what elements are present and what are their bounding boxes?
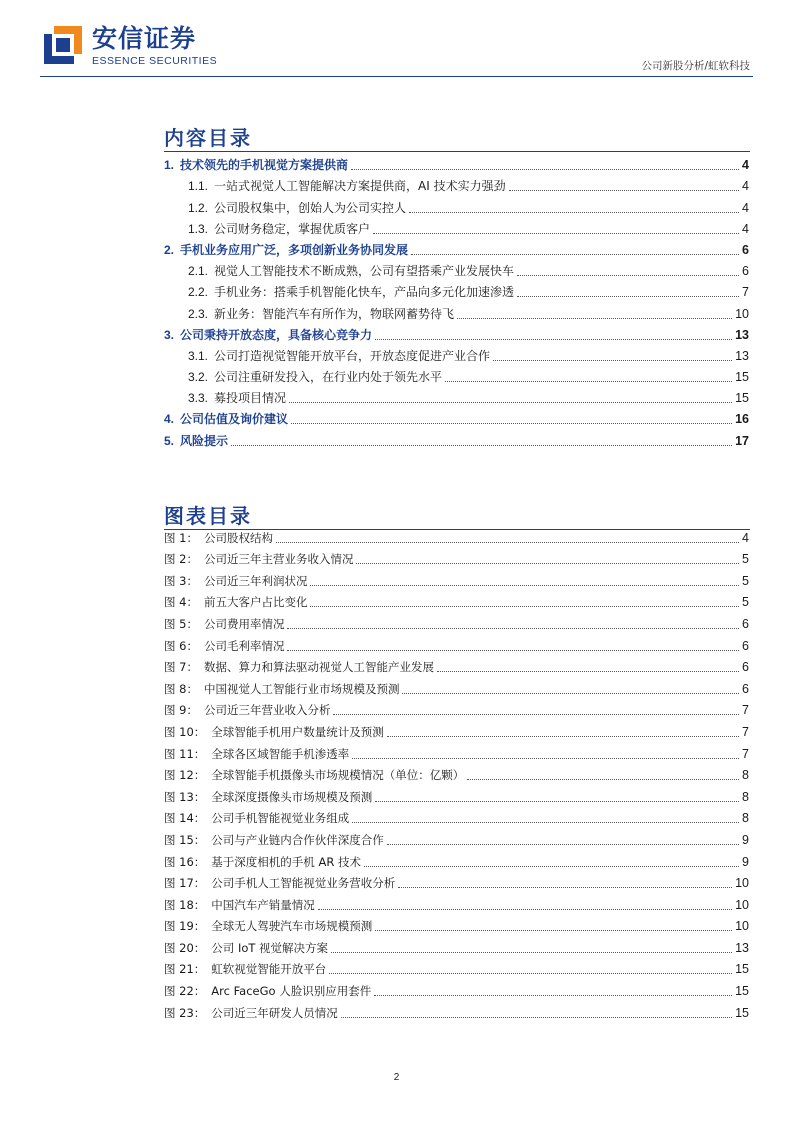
dot-leader (387, 844, 739, 845)
toc-entry-number: 3.2. (188, 370, 209, 385)
figure-entry[interactable] (164, 567, 749, 589)
figure-entry-number: 图 8： (164, 681, 198, 696)
figure-entry[interactable] (164, 891, 749, 913)
figure-entry-page: 7 (742, 746, 749, 761)
figures-title: 图表目录 (164, 504, 252, 528)
dot-leader (329, 973, 732, 974)
figure-entry-number: 图 1： (164, 530, 198, 545)
figure-entry-number: 图 11： (164, 746, 206, 761)
essence-securities-logo-icon (44, 26, 82, 64)
figure-entry-number: 图 13： (164, 789, 206, 804)
dot-leader (318, 909, 732, 910)
figure-entry-number: 图 7： (164, 660, 198, 675)
figure-entry-page: 6 (742, 681, 749, 696)
figure-entry-label: 中国汽车产销量情况 (211, 897, 315, 912)
toc-entry-page: 17 (735, 433, 749, 448)
toc-entry[interactable] (164, 427, 749, 448)
figure-entry[interactable] (164, 546, 749, 568)
dot-leader (289, 402, 732, 403)
figure-entry-label: 公司近三年研发人员情况 (211, 1005, 338, 1020)
dot-leader (457, 318, 732, 319)
figure-entry[interactable] (164, 956, 749, 978)
list-of-figures (164, 524, 749, 1021)
dot-leader (375, 801, 739, 802)
dot-leader (310, 606, 739, 607)
figure-entry-page: 7 (742, 703, 749, 718)
figure-entry-page: 7 (742, 724, 749, 739)
dot-leader (231, 445, 732, 446)
toc-entry-page: 6 (742, 242, 749, 257)
figure-entry-label: 中国视觉人工智能行业市场规模及预测 (203, 681, 400, 696)
toc-entry-page: 7 (742, 285, 749, 300)
figure-entry-page: 8 (742, 811, 749, 826)
header-divider (40, 76, 753, 77)
figure-entry-page: 15 (735, 984, 749, 999)
figure-entry-number: 图 21： (164, 962, 206, 977)
toc-entry-label: 公司秉持开放态度，具备核心竞争力 (180, 327, 373, 342)
dot-leader (373, 233, 739, 234)
toc-entry[interactable] (164, 258, 749, 279)
figure-entry-label: 全球各区域智能手机渗透率 (211, 746, 350, 761)
figure-entry[interactable] (164, 524, 749, 546)
toc-entry[interactable] (164, 364, 749, 385)
figure-entry-number: 图 3： (164, 573, 198, 588)
figure-entry-label: 公司费用率情况 (203, 616, 285, 631)
figure-entry[interactable] (164, 999, 749, 1021)
dot-leader (409, 212, 739, 213)
figure-entry-number: 图 23： (164, 1005, 206, 1020)
toc-entry[interactable] (164, 322, 749, 343)
toc-entry-number: 3.1. (188, 348, 209, 363)
figure-entry-page: 5 (742, 552, 749, 567)
figure-entry-number: 图 18： (164, 897, 206, 912)
figure-entry-number: 图 20： (164, 940, 206, 955)
figure-entry-label: 公司近三年利润状况 (203, 573, 308, 588)
figure-entry[interactable] (164, 654, 749, 676)
figure-entry-page: 5 (742, 573, 749, 588)
toc-entry-number: 1. (164, 158, 175, 173)
toc-entry-number: 1.1. (188, 179, 209, 194)
figure-entry-page: 13 (735, 940, 749, 955)
figure-entry-page: 15 (735, 1005, 749, 1020)
toc-entry-label: 技术领先的手机视觉方案提供商 (180, 158, 349, 173)
dot-leader (375, 339, 732, 340)
figure-entry-number: 图 22： (164, 984, 206, 999)
report-type: 公司新股分析/虹软科技 (641, 60, 750, 72)
toc-entry-page: 4 (742, 221, 749, 236)
toc-entry-page: 4 (742, 179, 749, 194)
dot-leader (374, 995, 732, 996)
toc-entry-label: 公司注重研发投入，在行业内处于领先水平 (214, 370, 443, 385)
figure-entry-page: 8 (742, 768, 749, 783)
dot-leader (356, 563, 739, 564)
figure-entry-page: 9 (742, 854, 749, 869)
toc-entry-label: 募投项目情况 (214, 391, 287, 406)
dot-leader (517, 275, 739, 276)
figure-entry[interactable] (164, 718, 749, 740)
figure-entry-label: 公司手机智能视觉业务组成 (211, 811, 350, 826)
toc-entry-page: 6 (742, 264, 749, 279)
page-number: 2 (393, 1072, 400, 1083)
dot-leader (310, 585, 739, 586)
dot-leader (333, 714, 739, 715)
figure-entry[interactable] (164, 632, 749, 654)
figure-entry-number: 图 12： (164, 768, 206, 783)
figure-entry[interactable] (164, 610, 749, 632)
logo-english-name: ESSENCE SECURITIES (92, 55, 218, 67)
dot-leader (493, 360, 732, 361)
figure-entry-number: 图 15： (164, 832, 206, 847)
dot-leader (467, 779, 739, 780)
figure-entry-label: 全球无人驾驶汽车市场规模预测 (211, 919, 373, 934)
figure-entry-label: 基于深度相机的手机 AR 技术 (211, 854, 361, 869)
toc-entry-page: 4 (742, 200, 749, 215)
toc-entry[interactable] (164, 216, 749, 237)
figure-entry-page: 10 (735, 919, 749, 934)
figure-entry-page: 9 (742, 832, 749, 847)
figure-entry-number: 图 17： (164, 876, 206, 891)
table-of-contents (164, 152, 749, 449)
toc-entry-number: 5. (164, 433, 175, 448)
figure-entry-page: 8 (742, 789, 749, 804)
figure-entry[interactable] (164, 934, 749, 956)
figure-entry-number: 图 9： (164, 703, 198, 718)
figure-entry-number: 图 10： (164, 724, 206, 739)
figure-entry-page: 15 (735, 962, 749, 977)
toc-entry-number: 1.2. (188, 200, 209, 215)
toc-entry-label: 手机业务应用广泛，多项创新业务协同发展 (180, 242, 409, 257)
figure-entry[interactable] (164, 675, 749, 697)
dot-leader (351, 169, 739, 170)
toc-entry-label: 新业务：智能汽车有所作为，物联网蓄势待飞 (214, 306, 455, 321)
figure-entry[interactable] (164, 826, 749, 848)
figure-entry-label: 公司 IoT 视觉解决方案 (211, 940, 329, 955)
figure-entry-number: 图 14： (164, 811, 206, 826)
figure-entry-label: 虹软视觉智能开放平台 (211, 962, 327, 977)
figure-entry[interactable] (164, 977, 749, 999)
toc-entry-page: 4 (742, 158, 749, 173)
dot-leader (287, 628, 739, 629)
toc-entry-label: 公司估值及询价建议 (180, 412, 289, 427)
dot-leader (402, 693, 739, 694)
figure-entry[interactable] (164, 870, 749, 892)
dot-leader (287, 650, 739, 651)
logo-text (92, 25, 217, 67)
figure-entry[interactable] (164, 762, 749, 784)
toc-entry-number: 2.1. (188, 264, 209, 279)
dot-leader (437, 671, 739, 672)
toc-entry-number: 4. (164, 412, 175, 427)
dot-leader (445, 381, 732, 382)
toc-entry-label: 公司财务稳定，掌握优质客户 (214, 221, 371, 236)
figure-entry-number: 图 4： (164, 595, 198, 610)
toc-entry-number: 2.3. (188, 306, 209, 321)
figure-entry-number: 图 5： (164, 616, 198, 631)
dot-leader (387, 736, 739, 737)
figure-entry-label: 公司股权结构 (203, 530, 273, 545)
figure-entry-page: 6 (742, 638, 749, 653)
figure-entry[interactable] (164, 697, 749, 719)
toc-entry-label: 手机业务：搭乘手机智能化快车，产品向多元化加速渗透 (214, 285, 515, 300)
figure-entry-page: 6 (742, 660, 749, 675)
figure-entry-page: 10 (735, 876, 749, 891)
figure-entry-label: 公司近三年主营业务收入情况 (203, 552, 354, 567)
figure-entry-number: 图 2： (164, 552, 198, 567)
toc-entry[interactable] (164, 279, 749, 300)
toc-entry-label: 公司股权集中，创始人为公司实控人 (214, 200, 407, 215)
toc-entry-number: 2. (164, 242, 175, 257)
figure-entry[interactable] (164, 913, 749, 935)
toc-entry-number: 3. (164, 327, 175, 342)
dot-leader (291, 423, 732, 424)
dot-leader (375, 930, 732, 931)
toc-entry[interactable] (164, 194, 749, 215)
figure-entry[interactable] (164, 589, 749, 611)
toc-entry-number: 3.3. (188, 391, 209, 406)
figure-entry-label: 数据、算力和算法驱动视觉人工智能产业发展 (203, 660, 434, 675)
dot-leader (364, 866, 739, 867)
toc-entry-page: 16 (735, 412, 749, 427)
dot-leader (276, 542, 739, 543)
toc-entry[interactable] (164, 152, 749, 173)
figure-entry-label: 公司手机人工智能视觉业务营收分析 (211, 876, 396, 891)
toc-entry[interactable] (164, 406, 749, 427)
dot-leader (341, 1017, 732, 1018)
figure-entry-number: 图 6： (164, 638, 198, 653)
dot-leader (411, 254, 739, 255)
toc-entry[interactable] (164, 300, 749, 321)
toc-entry[interactable] (164, 343, 749, 364)
dot-leader (331, 952, 732, 953)
figure-entry[interactable] (164, 783, 749, 805)
toc-entry-number: 2.2. (188, 285, 209, 300)
figure-entry-number: 图 19： (164, 919, 206, 934)
toc-entry-number: 1.3. (188, 221, 209, 236)
logo-chinese-name: 安信证券 (92, 24, 197, 53)
toc-entry-page: 10 (735, 306, 749, 321)
toc-entry-label: 公司打造视觉智能开放平台，开放态度促进产业合作 (214, 348, 491, 363)
toc-entry[interactable] (164, 385, 749, 406)
toc-entry-label: 视觉人工智能技术不断成熟，公司有望搭乘产业发展快车 (214, 264, 515, 279)
figure-entry[interactable] (164, 740, 749, 762)
toc-entry-page: 15 (735, 370, 749, 385)
dot-leader (509, 190, 739, 191)
figure-entry-page: 6 (742, 616, 749, 631)
figure-entry-label: 公司与产业链内合作伙伴深度合作 (211, 832, 384, 847)
figure-entry-label: 全球深度摄像头市场规模及预测 (211, 789, 373, 804)
figure-entry-label: 全球智能手机摄像头市场规模情况（单位：亿颗） (211, 768, 465, 783)
dot-leader (517, 296, 739, 297)
figure-entry-number: 图 16： (164, 854, 206, 869)
figure-entry-label: 公司毛利率情况 (203, 638, 285, 653)
toc-entry-page: 13 (735, 327, 749, 342)
figure-entry-label: Arc FaceGo 人脸识别应用套件 (211, 984, 372, 999)
toc-entry-label: 风险提示 (180, 433, 229, 448)
figure-entry-page: 10 (735, 897, 749, 912)
toc-entry-page: 15 (735, 391, 749, 406)
dot-leader (352, 822, 739, 823)
toc-entry-label: 一站式视觉人工智能解决方案提供商，AI 技术实力强劲 (214, 179, 506, 194)
figure-entry-label: 公司近三年营业收入分析 (203, 703, 331, 718)
toc-entry[interactable] (164, 173, 749, 194)
figure-entry[interactable] (164, 805, 749, 827)
figure-entry-page: 4 (742, 530, 749, 545)
figure-entry-page: 5 (742, 595, 749, 610)
dot-leader (398, 887, 732, 888)
toc-entry-page: 13 (735, 348, 749, 363)
toc-entry[interactable] (164, 237, 749, 258)
figure-entry-label: 前五大客户占比变化 (203, 595, 308, 610)
figure-entry[interactable] (164, 848, 749, 870)
dot-leader (352, 758, 739, 759)
page-header (0, 0, 793, 80)
figure-entry-label: 全球智能手机用户数量统计及预测 (211, 724, 384, 739)
toc-title: 内容目录 (164, 126, 252, 150)
